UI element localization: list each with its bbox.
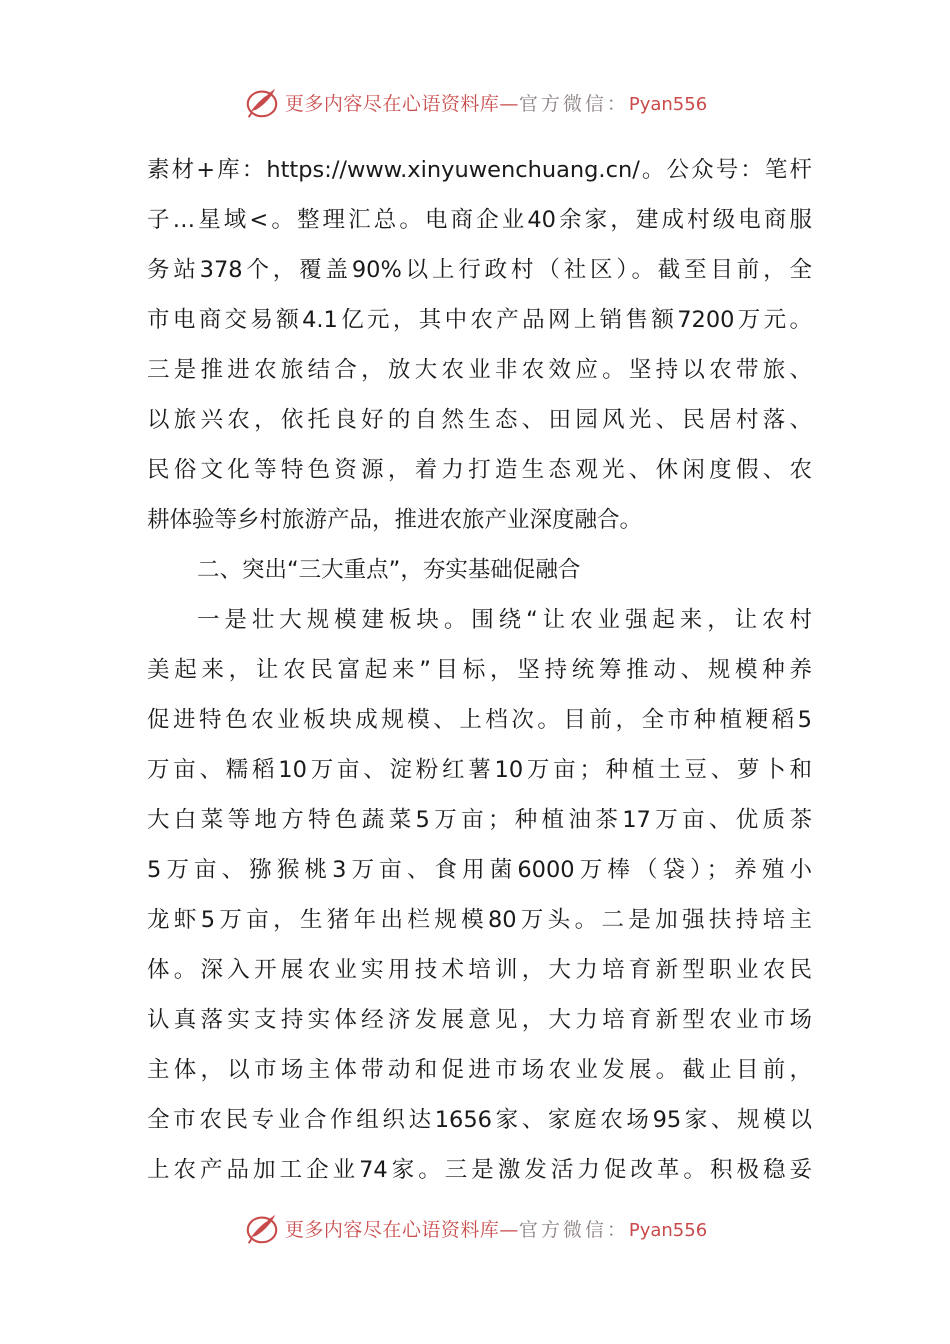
header-watermark-text <box>285 89 707 116</box>
text-line: 大白菜等地方特色蔬菜5万亩；种植油茶17万亩、优质茶 <box>147 807 812 833</box>
footer-watermark-text <box>285 1215 707 1242</box>
text-line: 三是推进农旅结合，放大农业非农效应。坚持以农带旅、 <box>147 357 812 383</box>
dash: — <box>499 1218 519 1241</box>
quill-logo-icon <box>243 1209 281 1247</box>
dash: — <box>499 92 519 115</box>
wechat-label: 官方微信： <box>518 1218 629 1241</box>
text-line: 万亩、糯稻10万亩、淀粉红薯10万亩；种植土豆、萝卜和 <box>147 757 812 783</box>
wechat-id: Pyan556 <box>628 93 708 115</box>
text-line: 子…星域<。整理汇总。电商企业40余家，建成村级电商服 <box>147 207 812 233</box>
text-line: 耕体验等乡村旅游产品，推进农旅产业深度融合。 <box>147 507 643 533</box>
text-line: 市电商交易额4.1亿元，其中农产品网上销售额7200万元。 <box>147 307 812 333</box>
text-line: 全市农民专业合作组织达1656家、家庭农场95家、规模以 <box>147 1107 812 1133</box>
wechat-label: 官方微信： <box>518 92 629 115</box>
text-line: 龙虾5万亩，生猪年出栏规模80万头。二是加强扶持培主 <box>147 907 812 933</box>
text-line: 认真落实支持实体经济发展意见，大力培育新型农业市场 <box>147 1007 812 1033</box>
section-heading: 二、突出“三大重点”，夯实基础促融合 <box>197 557 581 583</box>
text-line: 体。深入开展农业实用技术培训，大力培育新型职业农民 <box>147 957 812 983</box>
quill-logo-icon <box>243 83 281 121</box>
document-body <box>147 145 812 1195</box>
wechat-id: Pyan556 <box>628 1219 708 1241</box>
text-line: 以旅兴农，依托良好的自然生态、田园风光、民居村落、 <box>147 407 812 433</box>
text-line: 主体，以市场主体带动和促进市场农业发展。截止目前， <box>147 1057 812 1083</box>
text-line: 上农产品加工企业74家。三是激发活力促改革。积极稳妥 <box>147 1157 812 1183</box>
text-line: 一是壮大规模建板块。围绕“让农业强起来，让农村 <box>197 607 812 633</box>
site-name: 更多内容尽在心语资料库 <box>284 1218 500 1241</box>
header-watermark <box>0 82 950 122</box>
text-line: 美起来，让农民富起来”目标，坚持统筹推动、规模种养 <box>147 657 812 683</box>
footer-watermark <box>0 1208 950 1248</box>
site-name: 更多内容尽在心语资料库 <box>284 92 500 115</box>
text-line: 素材+库：https://www.xinyuwenchuang.cn/。公众号：笔杆 <box>147 157 812 183</box>
text-line: 5万亩、猕猴桃3万亩、食用菌6000万棒（袋）；养殖小 <box>147 857 812 883</box>
text-line: 务站378个，覆盖90%以上行政村（社区）。截至目前，全 <box>147 257 812 283</box>
text-line: 促进特色农业板块成规模、上档次。目前，全市种植粳稻5 <box>147 707 812 733</box>
text-line: 民俗文化等特色资源，着力打造生态观光、休闲度假、农 <box>147 457 812 483</box>
